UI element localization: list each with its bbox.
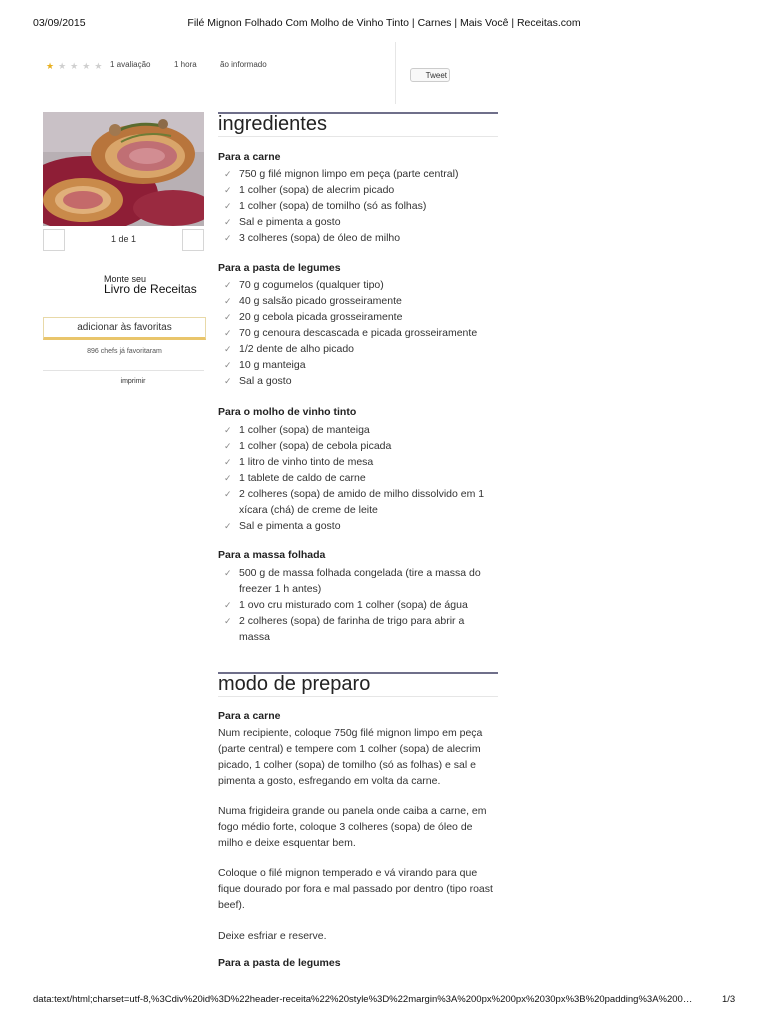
ingredient-group-title: Para o molho de vinho tinto: [218, 406, 357, 418]
ingredient-item[interactable]: ✓ Sal a gosto: [224, 375, 292, 387]
ingredient-item[interactable]: ✓ 1/2 dente de alho picado: [224, 343, 355, 355]
check-icon: ✓: [224, 360, 232, 370]
tweet-button[interactable]: [410, 68, 450, 82]
ingredient-list: [224, 277, 496, 389]
section-divider: [218, 136, 498, 137]
star-icon[interactable]: ★: [94, 61, 103, 71]
ingredient-item[interactable]: ✓ 70 g cenoura descascada e picada grosseiramente: [224, 327, 478, 339]
ingredient-group-title: Para a massa folhada: [218, 549, 326, 561]
add-to-favorites-button[interactable]: adicionar às favoritas: [43, 317, 206, 340]
ingredient-item[interactable]: ✓ 1 litro de vinho tinto de mesa: [224, 456, 374, 468]
ingredient-item[interactable]: ✓ 10 g manteiga: [224, 359, 306, 371]
ingredient-group-title: Para a pasta de legumes: [218, 262, 341, 274]
check-icon: ✓: [224, 217, 232, 227]
section-divider: [218, 696, 498, 697]
check-icon: ✓: [224, 473, 232, 483]
check-icon: ✓: [224, 457, 232, 467]
star-icon[interactable]: ★: [46, 61, 55, 71]
print-link[interactable]: imprimir: [120, 378, 146, 385]
ingredient-item[interactable]: ✓ 20 g cebola picada grosseiramente: [224, 311, 403, 323]
ingredient-item[interactable]: ✓ 70 g cogumelos (qualquer tipo): [224, 279, 384, 291]
divider: [395, 42, 396, 104]
ingredient-item[interactable]: ✓ 750 g filé mignon limpo em peça (parte central): [224, 168, 459, 180]
ingredient-item[interactable]: ✓ 1 tablete de caldo de carne: [224, 472, 366, 484]
favorites-count: 896 chefs já favoritaram: [87, 348, 162, 355]
check-icon: ✓: [224, 568, 232, 578]
recipe-photo[interactable]: [43, 112, 204, 226]
preparation-step: Coloque o filé mignon temperado e vá virando para que fique dourado por fora e mal passado por dentro (tipo roast beef).: [218, 867, 493, 911]
ingredient-item[interactable]: ✓ 3 colheres (sopa) de óleo de milho: [224, 232, 401, 244]
preparation-group-title: Para a carne: [218, 710, 281, 722]
check-icon: ✓: [224, 376, 232, 386]
print-page-number: 1/3: [722, 994, 736, 1005]
check-icon: ✓: [224, 169, 232, 179]
pager-label: 1 de 1: [110, 234, 137, 244]
check-icon: ✓: [224, 600, 232, 610]
next-image-button[interactable]: [182, 229, 204, 251]
ingredient-list: [224, 565, 496, 645]
check-icon: ✓: [224, 312, 232, 322]
recipe-book-link-top[interactable]: Monte seu: [104, 274, 147, 284]
ingredient-item[interactable]: ✓ 1 colher (sopa) de cebola picada: [224, 440, 392, 452]
rating-stars[interactable]: [46, 62, 102, 71]
prep-time: 1 hora: [174, 60, 197, 69]
recipe-photo-image: [43, 112, 204, 226]
ingredient-item[interactable]: ✓ 40 g salsão picado grosseiramente: [224, 295, 402, 307]
check-icon: ✓: [224, 441, 232, 451]
recipe-book-link[interactable]: Livro de Receitas: [104, 282, 197, 296]
check-icon: ✓: [224, 425, 232, 435]
yield-info: ão informado: [220, 60, 267, 69]
preparation-step: Num recipiente, coloque 750g filé mignon limpo em peça (parte central) e tempere com 1 colher (sopa) de alecrim picado, 1 colher (sopa) de tomilho (só as folhas) e sal e pimenta a gosto, esfregando em volta da carne.: [218, 727, 483, 787]
ingredient-item[interactable]: ✓ 1 ovo cru misturado com 1 colher (sopa) de água: [224, 599, 468, 611]
check-icon: ✓: [224, 489, 232, 499]
star-icon[interactable]: ★: [82, 61, 91, 71]
ingredient-item[interactable]: ✓ Sal e pimenta a gosto: [224, 216, 341, 228]
ingredient-group-title: Para a carne: [218, 151, 281, 163]
star-icon[interactable]: ★: [70, 61, 79, 71]
ingredient-list: [224, 166, 496, 246]
divider: [43, 370, 204, 371]
preparation-step: Numa frigideira grande ou panela onde caiba a carne, em fogo médio forte, coloque 3 colheres (sopa) de óleo de milho e deixe esquentar bem.: [218, 805, 487, 849]
image-pager: [43, 229, 204, 251]
print-date: 03/09/2015: [33, 17, 86, 29]
ingredient-list: [224, 422, 496, 534]
ingredient-item[interactable]: ✓ 1 colher (sopa) de tomilho (só as folhas): [224, 200, 427, 212]
check-icon: ✓: [224, 233, 232, 243]
print-page-title: Filé Mignon Folhado Com Molho de Vinho Tinto | Carnes | Mais Você | Receitas.com: [187, 17, 581, 29]
print-source-url: data:text/html;charset=utf-8,%3Cdiv%20id%3D%22header-receita%22%20style%3D%22margin%3A%200px%200px%2030px%3B%20padding%3A%200…: [33, 994, 693, 1005]
ingredient-item[interactable]: ✓ Sal e pimenta a gosto: [224, 520, 341, 532]
preparation-group-title: Para a pasta de legumes: [218, 957, 341, 969]
ingredient-item[interactable]: ✓ 500 g de massa folhada congelada (tire a massa do freezer 1 h antes): [224, 567, 481, 595]
ingredient-item[interactable]: ✓ 2 colheres (sopa) de amido de milho dissolvido em 1 xícara (chá) de creme de leite: [224, 488, 485, 516]
ingredient-item[interactable]: ✓ 1 colher (sopa) de alecrim picado: [224, 184, 395, 196]
check-icon: ✓: [224, 296, 232, 306]
preparation-step: Deixe esfriar e reserve.: [218, 930, 327, 942]
review-count[interactable]: 1 avaliação: [110, 60, 151, 69]
preparation-title: modo de preparo: [218, 673, 371, 695]
check-icon: ✓: [224, 344, 232, 354]
check-icon: ✓: [224, 328, 232, 338]
ingredients-title: ingredientes: [218, 113, 327, 135]
ingredient-item[interactable]: ✓ 2 colheres (sopa) de farinha de trigo para abrir a massa: [224, 615, 465, 643]
star-icon[interactable]: ★: [58, 61, 67, 71]
check-icon: ✓: [224, 280, 232, 290]
check-icon: ✓: [224, 521, 232, 531]
check-icon: ✓: [224, 616, 232, 626]
check-icon: ✓: [224, 201, 232, 211]
tweet-label: Tweet: [425, 70, 447, 80]
ingredient-item[interactable]: ✓ 1 colher (sopa) de manteiga: [224, 424, 370, 436]
check-icon: ✓: [224, 185, 232, 195]
